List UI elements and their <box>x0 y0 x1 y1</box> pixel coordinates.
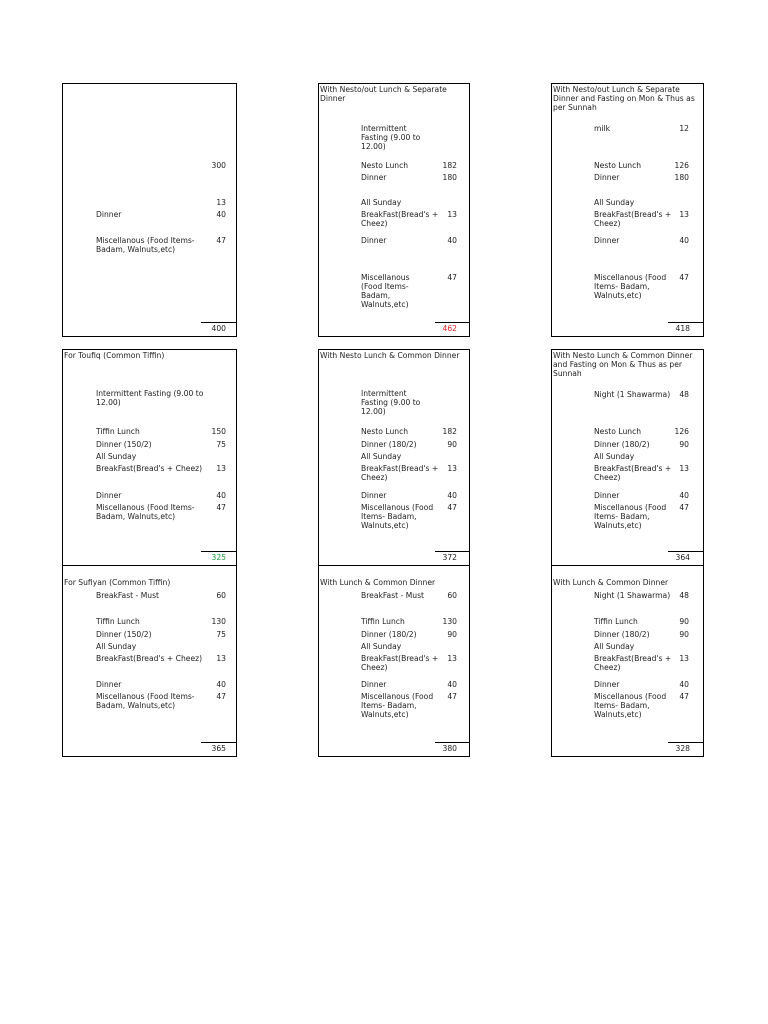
item-value: 75 <box>216 440 226 449</box>
item-label: Tiffin Lunch <box>361 617 405 626</box>
item-label: All Sunday <box>361 198 402 207</box>
item-value: 40 <box>679 236 689 245</box>
item-label: Miscellanous (Food Items- Badam, Walnuts,etc) <box>594 503 667 530</box>
panel-total: 462 <box>442 324 457 333</box>
item-value: 182 <box>442 161 457 170</box>
total-line <box>435 551 469 552</box>
item-label: All Sunday <box>96 452 137 461</box>
item-label: BreakFast(Bread's + Cheez) <box>594 210 672 228</box>
item-value: 13 <box>679 464 689 473</box>
item-label: Dinner (180/2) <box>594 440 650 449</box>
item-value: 40 <box>216 680 226 689</box>
total-line <box>668 742 703 743</box>
item-value: 40 <box>447 680 457 689</box>
item-label: Dinner <box>594 236 620 245</box>
item-value: 13 <box>679 210 689 219</box>
item-value: 40 <box>679 491 689 500</box>
total-line <box>668 551 703 552</box>
item-value: 13 <box>216 654 226 663</box>
panel-title: With Nesto Lunch & Common Dinner <box>320 351 460 360</box>
item-value: 13 <box>216 198 226 207</box>
total-line <box>435 322 469 323</box>
item-value: 13 <box>679 654 689 663</box>
item-value: 126 <box>674 161 689 170</box>
item-value: 47 <box>679 503 689 512</box>
item-label: Miscellanous (Food Items- Badam, Walnuts,etc) <box>96 692 195 710</box>
item-value: 40 <box>447 236 457 245</box>
item-label: Dinner <box>361 236 387 245</box>
budget-panel-9 <box>551 566 704 757</box>
total-line <box>201 551 236 552</box>
item-value: 48 <box>679 591 689 600</box>
item-value: 47 <box>679 273 689 282</box>
panel-total: 328 <box>675 744 690 753</box>
item-label: Dinner (150/2) <box>96 630 152 639</box>
item-value: 13 <box>447 464 457 473</box>
total-line <box>201 322 236 323</box>
item-label: Intermittent Fasting (9.00 to 12.00) <box>361 124 421 151</box>
item-value: 13 <box>216 464 226 473</box>
item-value: 60 <box>216 591 226 600</box>
panel-title: With Nesto Lunch & Common Dinner and Fasting on Mon & Thus as per Sunnah <box>553 351 693 378</box>
item-label: Miscellanous (Food Items- Badam, Walnuts,etc) <box>594 273 667 300</box>
item-label: BreakFast(Bread's + Cheez) <box>96 464 203 473</box>
item-value: 90 <box>679 440 689 449</box>
budget-panel-1 <box>62 83 237 337</box>
item-label: Night (1 Shawarma) <box>594 390 671 399</box>
item-label: Nesto Lunch <box>361 161 409 170</box>
item-label: All Sunday <box>361 642 402 651</box>
item-value: 75 <box>216 630 226 639</box>
item-value: 47 <box>216 236 226 245</box>
item-value: 12 <box>679 124 689 133</box>
item-label: milk <box>594 124 611 133</box>
item-value: 90 <box>447 440 457 449</box>
item-label: Dinner <box>361 680 387 689</box>
panel-title: For Sufiyan (Common Tiffin) <box>64 578 171 587</box>
item-label: Tiffin Lunch <box>594 617 638 626</box>
item-label: Miscellanous (Food Items- Badam, Walnuts,etc) <box>96 503 195 521</box>
item-label: BreakFast - Must <box>96 591 160 600</box>
item-label: BreakFast(Bread's + Cheez) <box>594 464 672 482</box>
item-label: Dinner <box>96 491 122 500</box>
item-label: Nesto Lunch <box>361 427 409 436</box>
item-value: 300 <box>211 161 226 170</box>
panel-title: With Lunch & Common Dinner <box>320 578 436 587</box>
panel-total: 372 <box>442 553 457 562</box>
item-label: All Sunday <box>594 642 635 651</box>
panel-title: With Nesto/out Lunch & Separate Dinner <box>320 85 447 103</box>
item-value: 126 <box>674 427 689 436</box>
item-value: 47 <box>679 692 689 701</box>
item-value: 90 <box>679 630 689 639</box>
item-value: 130 <box>442 617 457 626</box>
item-label: BreakFast - Must <box>361 591 425 600</box>
item-label: Dinner <box>594 491 620 500</box>
item-value: 90 <box>679 617 689 626</box>
panel-total: 364 <box>675 553 690 562</box>
item-label: Miscellanous (Food Items- Badam, Walnuts,etc) <box>361 503 434 530</box>
panel-title: For Toufiq (Common Tiffin) <box>64 351 165 360</box>
item-value: 48 <box>679 390 689 399</box>
panel-title: With Lunch & Common Dinner <box>553 578 669 587</box>
item-label: Tiffin Lunch <box>96 617 140 626</box>
item-label: Dinner (180/2) <box>361 630 417 639</box>
budget-panel-5 <box>318 349 470 566</box>
item-label: All Sunday <box>594 452 635 461</box>
item-label: Miscellanous (Food Items- Badam, Walnuts,etc) <box>361 692 434 719</box>
item-value: 150 <box>211 427 226 436</box>
item-value: 47 <box>216 503 226 512</box>
item-label: All Sunday <box>361 452 402 461</box>
item-value: 60 <box>447 591 457 600</box>
item-label: BreakFast(Bread's + Cheez) <box>594 654 672 672</box>
budget-panel-7 <box>62 566 237 757</box>
panel-total: 380 <box>442 744 457 753</box>
item-value: 180 <box>674 173 689 182</box>
item-label: Dinner (150/2) <box>96 440 152 449</box>
item-label: Dinner <box>361 491 387 500</box>
panel-total: 325 <box>211 553 226 562</box>
item-value: 180 <box>442 173 457 182</box>
total-line <box>435 742 469 743</box>
total-line <box>201 742 236 743</box>
item-label: Dinner <box>594 173 620 182</box>
item-label: All Sunday <box>594 198 635 207</box>
item-value: 90 <box>447 630 457 639</box>
panel-total: 418 <box>675 324 690 333</box>
item-value: 13 <box>447 654 457 663</box>
item-value: 47 <box>447 692 457 701</box>
item-label: Dinner <box>361 173 387 182</box>
item-label: BreakFast(Bread's + Cheez) <box>361 654 439 672</box>
item-label: Night (1 Shawarma) <box>594 591 671 600</box>
item-label: Miscellanous (Food Items- Badam, Walnuts,etc) <box>96 236 195 254</box>
item-label: BreakFast(Bread's + Cheez) <box>361 210 439 228</box>
budget-panel-2 <box>318 83 470 337</box>
item-label: Tiffin Lunch <box>96 427 140 436</box>
item-value: 47 <box>447 273 457 282</box>
budget-panel-3 <box>551 83 704 337</box>
item-label: Intermittent Fasting (9.00 to 12.00) <box>96 389 204 407</box>
item-label: Dinner (180/2) <box>594 630 650 639</box>
item-value: 40 <box>216 210 226 219</box>
item-value: 40 <box>679 680 689 689</box>
item-label: Dinner <box>594 680 620 689</box>
panel-total: 365 <box>211 744 226 753</box>
item-label: Nesto Lunch <box>594 427 642 436</box>
item-value: 182 <box>442 427 457 436</box>
item-value: 47 <box>447 503 457 512</box>
panel-title: With Nesto/out Lunch & Separate Dinner and Fasting on Mon & Thus as per Sunnah <box>553 85 695 112</box>
item-value: 47 <box>216 692 226 701</box>
item-value: 40 <box>216 491 226 500</box>
item-label: Miscellanous (Food Items- Badam, Walnuts,etc) <box>361 273 410 309</box>
item-label: Intermittent Fasting (9.00 to 12.00) <box>361 389 421 416</box>
item-label: All Sunday <box>96 642 137 651</box>
item-label: Miscellanous (Food Items- Badam, Walnuts,etc) <box>594 692 667 719</box>
item-label: Dinner <box>96 680 122 689</box>
budget-panel-6 <box>551 349 704 566</box>
budget-panel-8 <box>318 566 470 757</box>
panel-total: 400 <box>211 324 226 333</box>
item-label: Dinner (180/2) <box>361 440 417 449</box>
item-value: 40 <box>447 491 457 500</box>
item-label: Dinner <box>96 210 122 219</box>
item-label: Nesto Lunch <box>594 161 642 170</box>
item-value: 130 <box>211 617 226 626</box>
total-line <box>668 322 703 323</box>
budget-panel-4 <box>62 349 237 566</box>
item-label: BreakFast(Bread's + Cheez) <box>361 464 439 482</box>
item-value: 13 <box>447 210 457 219</box>
item-label: BreakFast(Bread's + Cheez) <box>96 654 203 663</box>
